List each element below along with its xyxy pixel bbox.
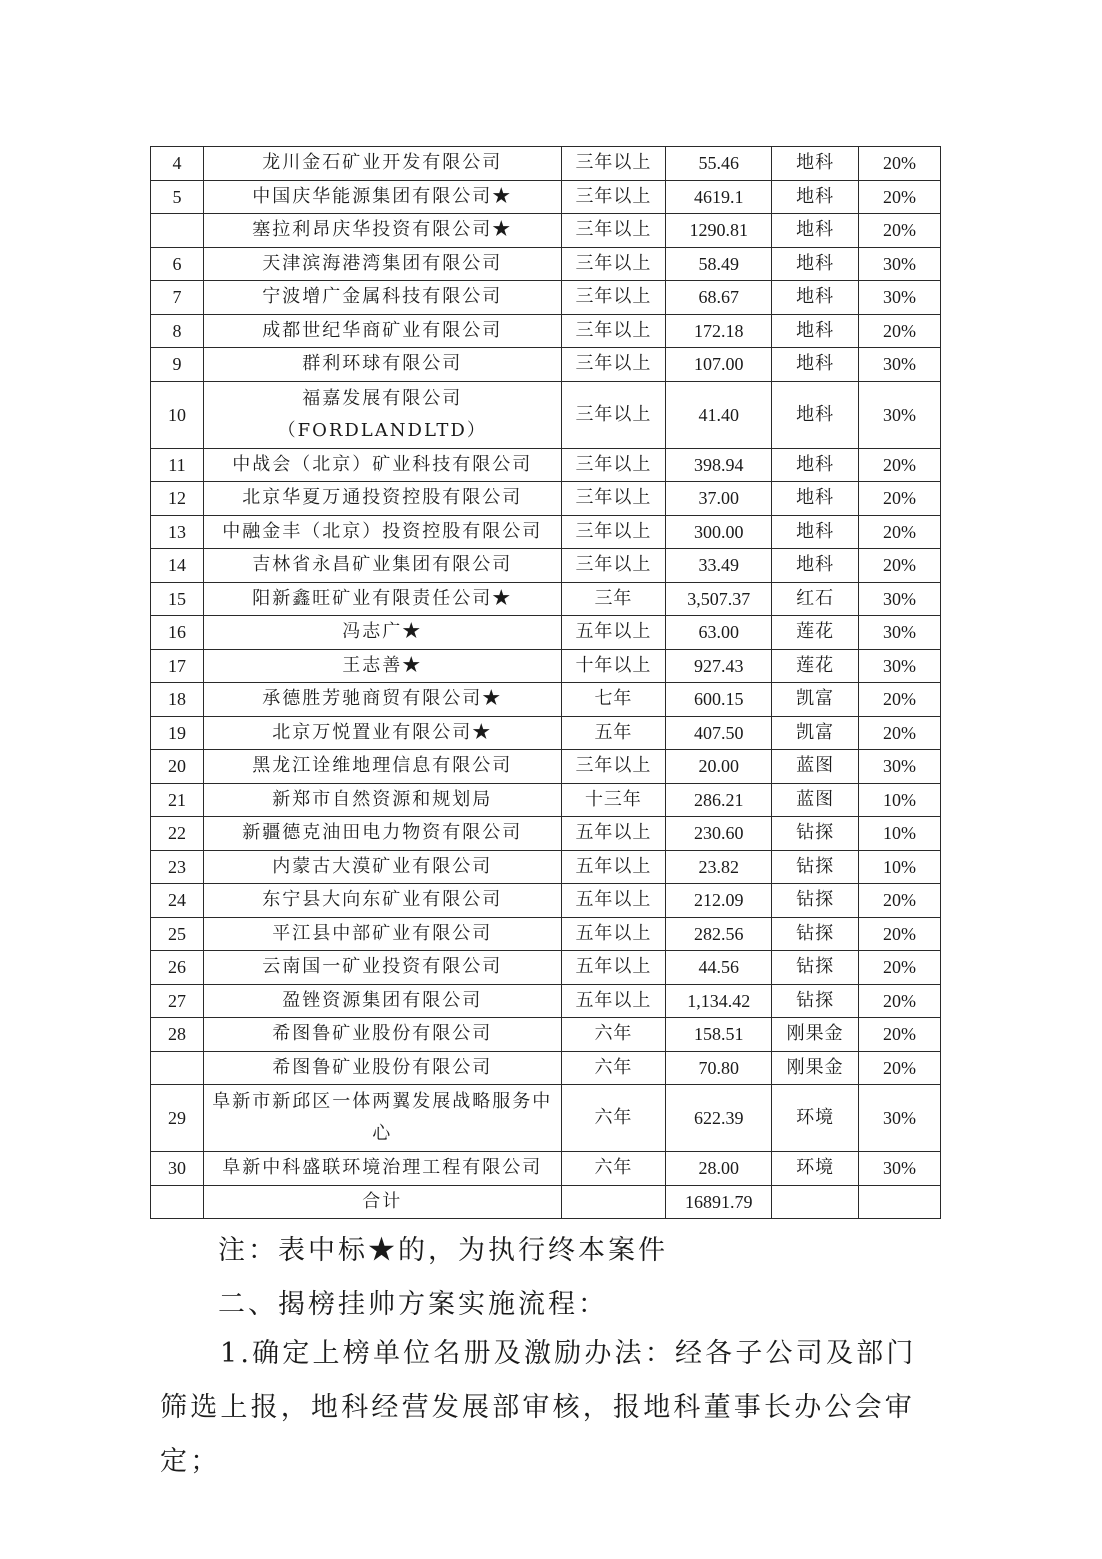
- amount-cell: 398.94: [666, 448, 772, 482]
- overdue-years-cell: 三年以上: [561, 214, 666, 248]
- empty-cell: [772, 1185, 859, 1219]
- table-row: [151, 850, 941, 884]
- table-row: [151, 917, 941, 951]
- table-row: [151, 783, 941, 817]
- overdue-years-cell: 六年: [561, 1152, 666, 1186]
- company-name-cell: 福嘉发展有限公司（FORDLANDLTD）: [203, 381, 561, 448]
- overdue-years-cell: 五年以上: [561, 884, 666, 918]
- amount-cell: 1290.81: [666, 214, 772, 248]
- responsible-unit-cell: 刚果金: [772, 1018, 859, 1052]
- overdue-years-cell: 三年以上: [561, 247, 666, 281]
- company-name-cell: 中融金丰（北京）投资控股有限公司: [203, 515, 561, 549]
- reward-ratio-cell: 20%: [859, 683, 941, 717]
- reward-ratio-cell: 20%: [859, 214, 941, 248]
- row-number-cell: [151, 1051, 204, 1085]
- reward-ratio-cell: 20%: [859, 549, 941, 583]
- amount-cell: 68.67: [666, 281, 772, 315]
- reward-ratio-cell: 20%: [859, 951, 941, 985]
- overdue-years-cell: 五年以上: [561, 850, 666, 884]
- amount-cell: 58.49: [666, 247, 772, 281]
- responsible-unit-cell: 地科: [772, 482, 859, 516]
- responsible-unit-cell: 蓝图: [772, 750, 859, 784]
- amount-cell: 927.43: [666, 649, 772, 683]
- overdue-years-cell: 五年以上: [561, 616, 666, 650]
- row-number-cell: 19: [151, 716, 204, 750]
- row-number-cell: 30: [151, 1152, 204, 1186]
- company-name-cell: 中战会（北京）矿业科技有限公司: [203, 448, 561, 482]
- company-name-cell: 中国庆华能源集团有限公司★: [203, 180, 561, 214]
- table-row: [151, 348, 941, 382]
- reward-ratio-cell: 20%: [859, 917, 941, 951]
- amount-cell: 107.00: [666, 348, 772, 382]
- table-row: [151, 482, 941, 516]
- company-name-cell: 吉林省永昌矿业集团有限公司: [203, 549, 561, 583]
- reward-ratio-cell: 20%: [859, 482, 941, 516]
- table-row: [151, 616, 941, 650]
- overdue-years-cell: 五年以上: [561, 984, 666, 1018]
- reward-ratio-cell: 20%: [859, 1018, 941, 1052]
- company-name-cell: 新疆德克油田电力物资有限公司: [203, 817, 561, 851]
- row-number-cell: 7: [151, 281, 204, 315]
- amount-cell: 37.00: [666, 482, 772, 516]
- total-label-cell: 合计: [203, 1185, 561, 1219]
- table-row: [151, 817, 941, 851]
- row-number-cell: 27: [151, 984, 204, 1018]
- company-name-cell: 天津滨海港湾集团有限公司: [203, 247, 561, 281]
- company-name-cell: 云南国一矿业投资有限公司: [203, 951, 561, 985]
- row-number-cell: 25: [151, 917, 204, 951]
- responsible-unit-cell: 地科: [772, 147, 859, 181]
- table-body: [151, 147, 941, 1219]
- responsible-unit-cell: 地科: [772, 214, 859, 248]
- row-number-cell: 29: [151, 1085, 204, 1152]
- overdue-years-cell: 十年以上: [561, 649, 666, 683]
- responsible-unit-cell: 钻探: [772, 817, 859, 851]
- row-number-cell: 16: [151, 616, 204, 650]
- table-row: [151, 884, 941, 918]
- amount-cell: 33.49: [666, 549, 772, 583]
- responsible-unit-cell: 地科: [772, 314, 859, 348]
- overdue-years-cell: 三年以上: [561, 750, 666, 784]
- row-number-cell: 5: [151, 180, 204, 214]
- overdue-years-cell: 三年: [561, 582, 666, 616]
- reward-ratio-cell: 30%: [859, 247, 941, 281]
- overdue-years-cell: 五年以上: [561, 817, 666, 851]
- row-number-cell: 17: [151, 649, 204, 683]
- overdue-years-cell: 六年: [561, 1051, 666, 1085]
- company-name-cell: 成都世纪华商矿业有限公司: [203, 314, 561, 348]
- company-name-cell: 希图鲁矿业股份有限公司: [203, 1051, 561, 1085]
- company-name-cell: 阳新鑫旺矿业有限责任公司★: [203, 582, 561, 616]
- overdue-years-cell: 三年以上: [561, 147, 666, 181]
- overdue-years-cell: 六年: [561, 1085, 666, 1152]
- table-row: [151, 984, 941, 1018]
- empty-cell: [561, 1185, 666, 1219]
- responsible-unit-cell: 地科: [772, 549, 859, 583]
- reward-ratio-cell: 20%: [859, 147, 941, 181]
- reward-ratio-cell: 20%: [859, 1051, 941, 1085]
- reward-ratio-cell: 20%: [859, 984, 941, 1018]
- overdue-years-cell: 三年以上: [561, 448, 666, 482]
- amount-cell: 70.80: [666, 1051, 772, 1085]
- reward-ratio-cell: 30%: [859, 348, 941, 382]
- empty-cell: [859, 1185, 941, 1219]
- row-number-cell: 12: [151, 482, 204, 516]
- reward-ratio-cell: 20%: [859, 314, 941, 348]
- step-1-text: 1.确定上榜单位名册及激励办法：经各子公司及部门筛选上报，地科经营发展部审核，报地科董事长办公会审定；: [160, 1338, 917, 1477]
- table-row: [151, 1152, 941, 1186]
- overdue-years-cell: 三年以上: [561, 348, 666, 382]
- reward-ratio-cell: 20%: [859, 515, 941, 549]
- table-row: [151, 716, 941, 750]
- reward-ratio-cell: 30%: [859, 616, 941, 650]
- overdue-years-cell: 三年以上: [561, 549, 666, 583]
- row-number-cell: 28: [151, 1018, 204, 1052]
- total-amount-cell: 16891.79: [666, 1185, 772, 1219]
- reward-ratio-cell: 20%: [859, 884, 941, 918]
- overdue-years-cell: 三年以上: [561, 314, 666, 348]
- table-row: [151, 147, 941, 181]
- row-number-cell: 23: [151, 850, 204, 884]
- reward-ratio-cell: 30%: [859, 750, 941, 784]
- responsible-unit-cell: 环境: [772, 1085, 859, 1152]
- company-name-cell: 承德胜芳驰商贸有限公司★: [203, 683, 561, 717]
- reward-ratio-cell: 30%: [859, 381, 941, 448]
- company-name-cell: 阜新中科盛联环境治理工程有限公司: [203, 1152, 561, 1186]
- table-row: [151, 951, 941, 985]
- overdue-years-cell: 十三年: [561, 783, 666, 817]
- total-row: [151, 1185, 941, 1219]
- row-number-cell: 4: [151, 147, 204, 181]
- row-number-cell: 9: [151, 348, 204, 382]
- table-row: [151, 214, 941, 248]
- responsible-unit-cell: 莲花: [772, 649, 859, 683]
- amount-cell: 172.18: [666, 314, 772, 348]
- overdue-years-cell: 三年以上: [561, 381, 666, 448]
- table-row: [151, 314, 941, 348]
- reward-ratio-cell: 30%: [859, 1085, 941, 1152]
- amount-cell: 286.21: [666, 783, 772, 817]
- amount-cell: 28.00: [666, 1152, 772, 1186]
- company-name-cell: 龙川金石矿业开发有限公司: [203, 147, 561, 181]
- reward-ratio-cell: 30%: [859, 1152, 941, 1186]
- section-heading: 二、揭榜挂帅方案实施流程：: [218, 1289, 608, 1320]
- overdue-years-cell: 三年以上: [561, 180, 666, 214]
- overdue-years-cell: 三年以上: [561, 515, 666, 549]
- row-number-cell: 15: [151, 582, 204, 616]
- company-name-cell: 北京万悦置业有限公司★: [203, 716, 561, 750]
- overdue-years-cell: 五年以上: [561, 917, 666, 951]
- amount-cell: 158.51: [666, 1018, 772, 1052]
- reward-ratio-cell: 20%: [859, 716, 941, 750]
- company-name-cell: 平江县中部矿业有限公司: [203, 917, 561, 951]
- amount-cell: 23.82: [666, 850, 772, 884]
- table-row: [151, 281, 941, 315]
- company-name-cell: 王志善★: [203, 649, 561, 683]
- company-name-cell: 冯志广★: [203, 616, 561, 650]
- row-number-cell: 8: [151, 314, 204, 348]
- responsible-unit-cell: 凯富: [772, 716, 859, 750]
- company-name-cell: 希图鲁矿业股份有限公司: [203, 1018, 561, 1052]
- table-row: [151, 549, 941, 583]
- responsible-unit-cell: 地科: [772, 515, 859, 549]
- row-number-cell: 10: [151, 381, 204, 448]
- responsible-unit-cell: 地科: [772, 448, 859, 482]
- company-name-cell: 东宁县大向东矿业有限公司: [203, 884, 561, 918]
- responsible-unit-cell: 蓝图: [772, 783, 859, 817]
- table-row: [151, 582, 941, 616]
- amount-cell: 282.56: [666, 917, 772, 951]
- responsible-unit-cell: 钻探: [772, 917, 859, 951]
- overdue-years-cell: 七年: [561, 683, 666, 717]
- debt-collection-table: [150, 146, 941, 1219]
- table-row: [151, 683, 941, 717]
- company-name-cell: 宁波增广金属科技有限公司: [203, 281, 561, 315]
- row-number-cell: 22: [151, 817, 204, 851]
- empty-cell: [151, 1185, 204, 1219]
- amount-cell: 1,134.42: [666, 984, 772, 1018]
- responsible-unit-cell: 钻探: [772, 951, 859, 985]
- amount-cell: 63.00: [666, 616, 772, 650]
- table-row: [151, 180, 941, 214]
- row-number-cell: 13: [151, 515, 204, 549]
- row-number-cell: [151, 214, 204, 248]
- step-1-paragraph: [160, 1327, 930, 1489]
- company-name-cell: 盈锉资源集团有限公司: [203, 984, 561, 1018]
- amount-cell: 230.60: [666, 817, 772, 851]
- reward-ratio-cell: 30%: [859, 582, 941, 616]
- responsible-unit-cell: 地科: [772, 281, 859, 315]
- reward-ratio-cell: 20%: [859, 448, 941, 482]
- amount-cell: 3,507.37: [666, 582, 772, 616]
- responsible-unit-cell: 莲花: [772, 616, 859, 650]
- reward-ratio-cell: 10%: [859, 783, 941, 817]
- company-name-cell: 塞拉利昂庆华投资有限公司★: [203, 214, 561, 248]
- table-row: [151, 381, 941, 448]
- overdue-years-cell: 三年以上: [561, 281, 666, 315]
- amount-cell: 41.40: [666, 381, 772, 448]
- responsible-unit-cell: 钻探: [772, 984, 859, 1018]
- table-row: [151, 448, 941, 482]
- amount-cell: 4619.1: [666, 180, 772, 214]
- amount-cell: 212.09: [666, 884, 772, 918]
- table-row: [151, 247, 941, 281]
- table-row: [151, 1051, 941, 1085]
- reward-ratio-cell: 30%: [859, 649, 941, 683]
- overdue-years-cell: 三年以上: [561, 482, 666, 516]
- row-number-cell: 11: [151, 448, 204, 482]
- responsible-unit-cell: 地科: [772, 348, 859, 382]
- row-number-cell: 21: [151, 783, 204, 817]
- overdue-years-cell: 六年: [561, 1018, 666, 1052]
- row-number-cell: 18: [151, 683, 204, 717]
- amount-cell: 407.50: [666, 716, 772, 750]
- row-number-cell: 14: [151, 549, 204, 583]
- overdue-years-cell: 五年: [561, 716, 666, 750]
- star-note: 注：表中标★的，为执行终本案件: [218, 1235, 668, 1266]
- amount-cell: 55.46: [666, 147, 772, 181]
- responsible-unit-cell: 地科: [772, 180, 859, 214]
- responsible-unit-cell: 地科: [772, 247, 859, 281]
- row-number-cell: 26: [151, 951, 204, 985]
- table-row: [151, 515, 941, 549]
- company-name-cell: 新郑市自然资源和规划局: [203, 783, 561, 817]
- reward-ratio-cell: 30%: [859, 281, 941, 315]
- overdue-years-cell: 五年以上: [561, 951, 666, 985]
- responsible-unit-cell: 凯富: [772, 683, 859, 717]
- table-row: [151, 1018, 941, 1052]
- company-name-cell: 群利环球有限公司: [203, 348, 561, 382]
- reward-ratio-cell: 10%: [859, 817, 941, 851]
- responsible-unit-cell: 钻探: [772, 850, 859, 884]
- company-name-cell: 内蒙古大漠矿业有限公司: [203, 850, 561, 884]
- responsible-unit-cell: 环境: [772, 1152, 859, 1186]
- responsible-unit-cell: 红石: [772, 582, 859, 616]
- reward-ratio-cell: 20%: [859, 180, 941, 214]
- row-number-cell: 20: [151, 750, 204, 784]
- amount-cell: 44.56: [666, 951, 772, 985]
- table-row: [151, 750, 941, 784]
- amount-cell: 622.39: [666, 1085, 772, 1152]
- company-name-cell: 阜新市新邱区一体两翼发展战略服务中心: [203, 1085, 561, 1152]
- responsible-unit-cell: 钻探: [772, 884, 859, 918]
- company-name-cell: 北京华夏万通投资控股有限公司: [203, 482, 561, 516]
- company-name-cell: 黑龙江诠维地理信息有限公司: [203, 750, 561, 784]
- amount-cell: 300.00: [666, 515, 772, 549]
- reward-ratio-cell: 10%: [859, 850, 941, 884]
- table-row: [151, 1085, 941, 1152]
- amount-cell: 600.15: [666, 683, 772, 717]
- responsible-unit-cell: 刚果金: [772, 1051, 859, 1085]
- amount-cell: 20.00: [666, 750, 772, 784]
- responsible-unit-cell: 地科: [772, 381, 859, 448]
- row-number-cell: 6: [151, 247, 204, 281]
- row-number-cell: 24: [151, 884, 204, 918]
- table-row: [151, 649, 941, 683]
